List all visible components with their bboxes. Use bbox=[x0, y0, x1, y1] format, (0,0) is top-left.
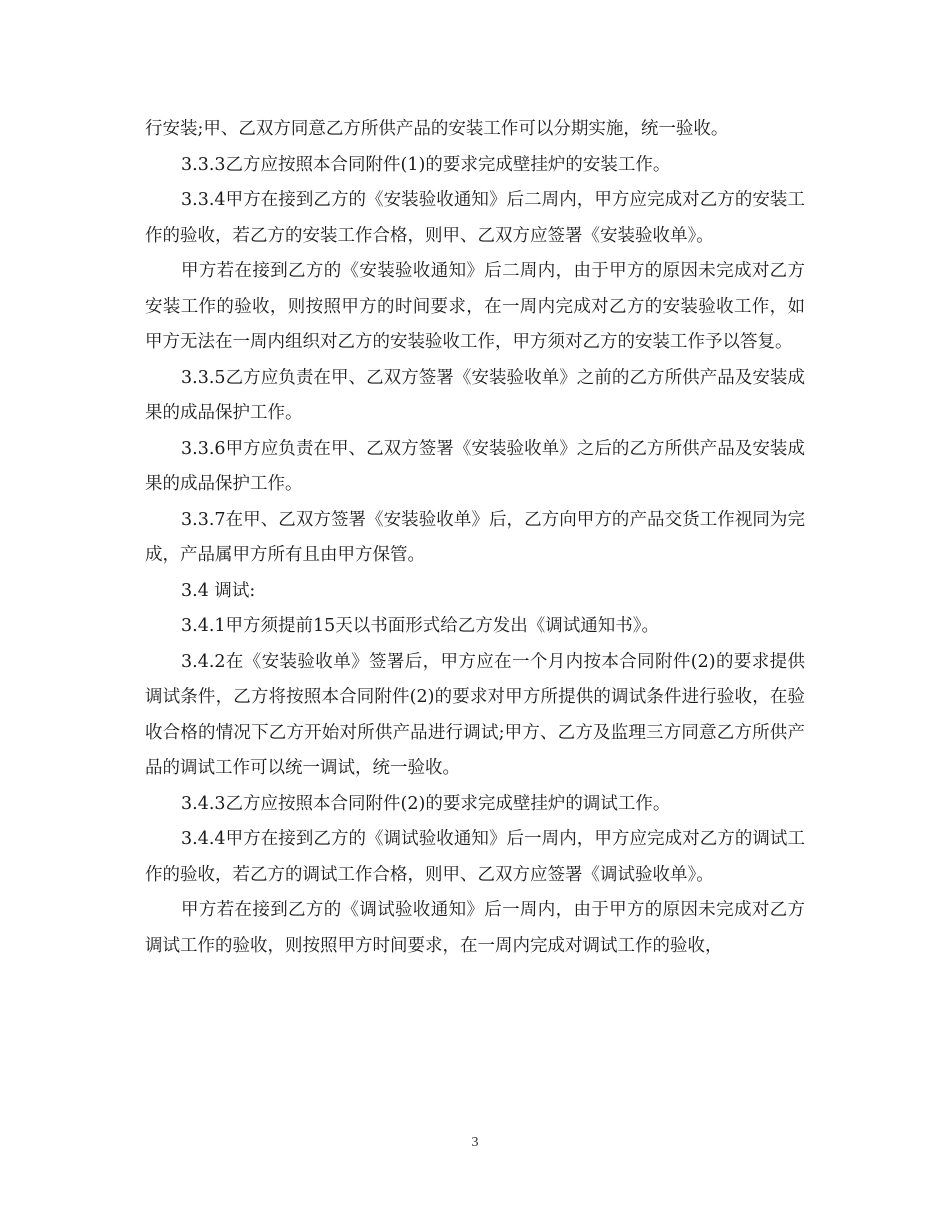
clause-3-4-4-supplement: 甲方若在接到乙方的《调试验收通知》后一周内，由于甲方的原因未完成对乙方调试工作的验收，则按照甲方时间要求，在一周内完成对调试工作的验收， bbox=[145, 900, 805, 956]
clause-3-4-1: 3.4.1甲方须提前15天以书面形式给乙方发出《调试通知书》。 bbox=[181, 616, 660, 636]
page-number: 3 bbox=[471, 1135, 479, 1150]
clause-3-4-2: 3.4.2在《安装验收单》签署后，甲方应在一个月内按本合同附件(2)的要求提供调试条件，乙方将按照本合同附件(2)的要求对甲方所提供的调试条件进行验收，在验收合格的情况下乙方开始对所供产品进行调试;甲方、乙方及监理三方同意乙方所供产品的调试工作可以统一调试，统一验收。 bbox=[145, 651, 805, 778]
clause-3-3-5: 3.3.5乙方应负责在甲、乙双方签署《安装验收单》之前的乙方所供产品及安装成果的成品保护工作。 bbox=[145, 367, 805, 423]
clause-3-3-7: 3.3.7在甲、乙双方签署《安装验收单》后，乙方向甲方的产品交货工作视同为完成，产品属甲方所有且由甲方保管。 bbox=[145, 509, 805, 565]
clause-3-3-4: 3.3.4甲方在接到乙方的《安装验收通知》后二周内，甲方应完成对乙方的安装工作的验收，若乙方的安装工作合格，则甲、乙双方应签署《安装验收单》。 bbox=[145, 190, 805, 246]
clause-3-3-4-supplement: 甲方若在接到乙方的《安装验收通知》后二周内，由于甲方的原因未完成对乙方安装工作的验收，则按照甲方的时间要求，在一周内完成对乙方的安装验收工作，如甲方无法在一周内组织对乙方的安装验收工作，甲方须对乙方的安装工作予以答复。 bbox=[145, 261, 805, 352]
clause-3-3-6: 3.3.6甲方应负责在甲、乙双方签署《安装验收单》之后的乙方所供产品及安装成果的成品保护工作。 bbox=[145, 438, 805, 494]
clause-3-3-3: 3.3.3乙方应按照本合同附件(1)的要求完成壁挂炉的安装工作。 bbox=[181, 154, 671, 175]
document-body bbox=[145, 112, 805, 964]
clause-3-4-4: 3.4.4甲方在接到乙方的《调试验收通知》后一周内，甲方应完成对乙方的调试工作的验收，若乙方的调试工作合格，则甲、乙双方应签署《调试验收单》。 bbox=[145, 829, 805, 885]
clause-3-4-3: 3.4.3乙方应按照本合同附件(2)的要求完成壁挂炉的调试工作。 bbox=[181, 793, 671, 814]
paragraph-continuation: 行安装;甲、乙双方同意乙方所供产品的安装工作可以分期实施，统一验收。 bbox=[145, 119, 729, 139]
section-heading-3-4: 3.4 调试: bbox=[181, 580, 256, 601]
